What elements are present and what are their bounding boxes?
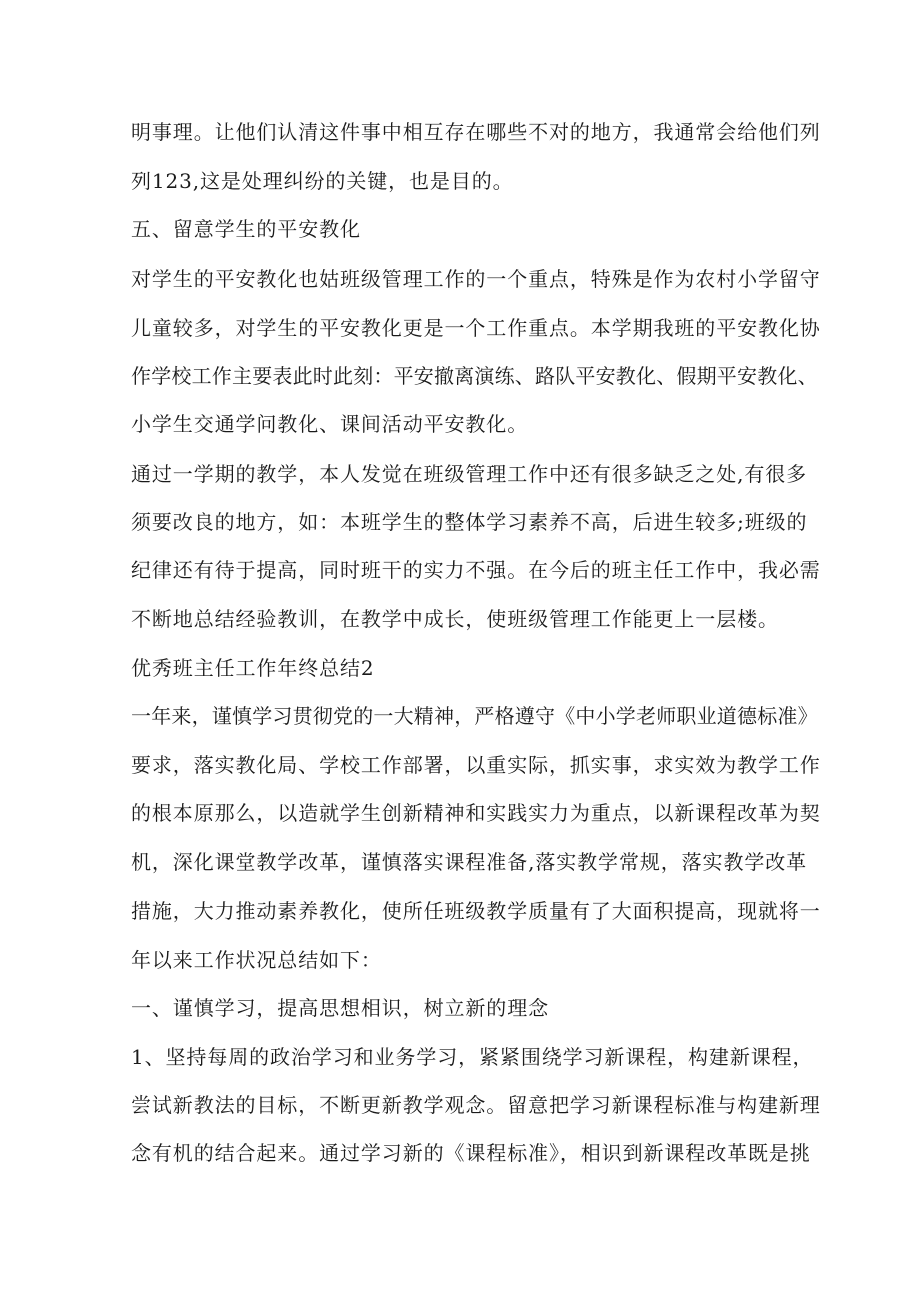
text-line: 儿童较多，对学生的平安教化更是一个工作重点。本学期我班的平安教化协 [131, 316, 821, 340]
text-line: 年以来工作状况总结如下： [131, 948, 382, 972]
text-line: 通过一学期的教学，本人发觉在班级管理工作中还有很多缺乏之处,有很多 [131, 462, 808, 486]
text-line: 念有机的结合起来。通过学习新的《课程标准》，相识到新课程改革既是挑 [131, 1141, 811, 1165]
text-line: 须要改良的地方，如：本班学生的整体学习素养不高，后进生较多;班级的 [131, 510, 808, 534]
text-line: 不断地总结经验教训，在教学中成长，使班级管理工作能更上一层楼。 [131, 607, 779, 631]
text-line: 明事理。让他们认清这件事中相互存在哪些不对的地方，我通常会给他们列 [131, 120, 821, 144]
text-line: 作学校工作主要表此时此刻：平安撤离演练、路队平安教化、假期平安教化、 [131, 364, 818, 388]
text-line: 一年来，谨慎学习贯彻党的一大精神，严格遵守《中小学老师职业道德标准》 [131, 704, 818, 728]
text-line: 纪律还有待于提高，同时班干的实力不强。在今后的班主任工作中，我必需 [131, 558, 821, 582]
text-line: 1、坚持每周的政治学习和业务学习，紧紧围绕学习新课程，构建新课程， [131, 1045, 814, 1069]
text-line: 的根本原那么，以造就学生创新精神和实践实力为重点，以新课程改革为契 [131, 801, 821, 825]
section-heading: 五、留意学生的平安教化 [131, 217, 361, 241]
text-line: 小学生交通学问教化、课间活动平安教化。 [131, 412, 529, 436]
section-heading: 一、谨慎学习，提高思想相识，树立新的理念 [131, 996, 549, 1020]
text-line: 尝试新教法的目标，不断更新教学观念。留意把学习新课程标准与构建新理 [131, 1093, 821, 1117]
text-line: 机，深化课堂教学改革，谨慎落实课程准备,落实教学常规，落实教学改革 [131, 850, 808, 874]
text-line: 对学生的平安教化也姑班级管理工作的一个重点，特殊是作为农村小学留守 [131, 267, 821, 291]
text-line: 措施，大力推动素养教化，使所任班级教学质量有了大面积提高，现就将一 [131, 899, 821, 923]
section-title: 优秀班主任工作年终总结2 [131, 656, 375, 680]
text-line: 列123,这是处理纠纷的关键，也是目的。 [131, 169, 514, 193]
text-line: 要求，落实教化局、学校工作部署，以重实际，抓实事，求实效为教学工作 [131, 753, 821, 777]
